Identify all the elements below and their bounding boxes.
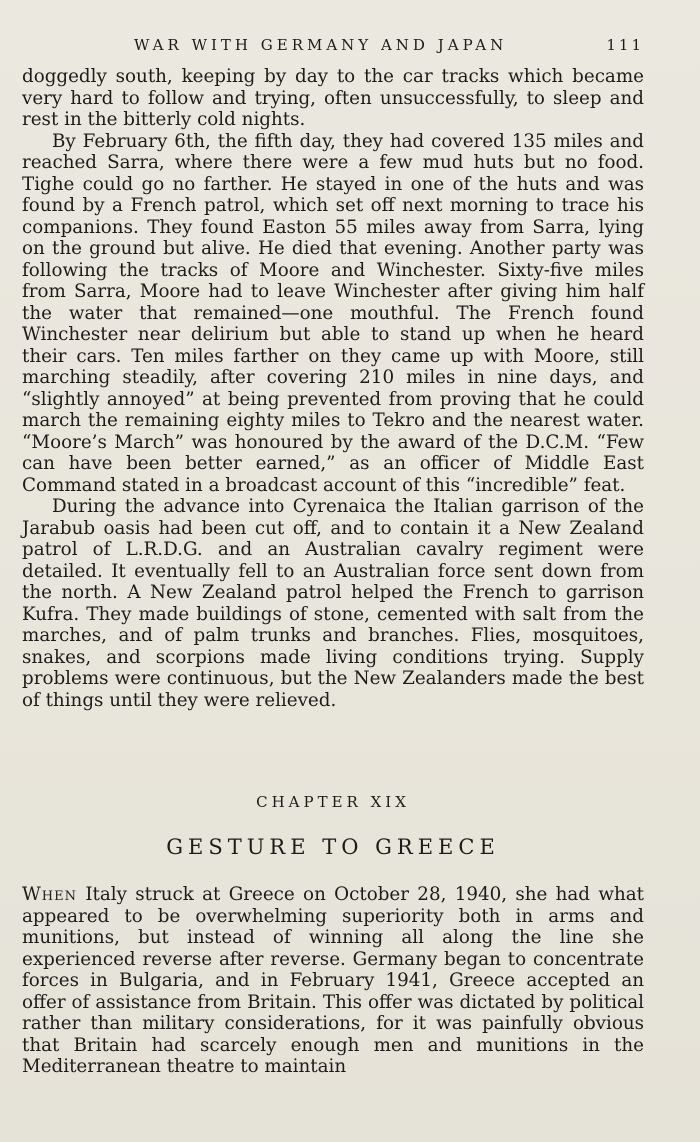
body-text — [22, 66, 644, 711]
chapter-opening-text: Italy struck at Greece on October 28, 1940, she had what appeared to be overwhelming superiority both in arms and munitions, but instead of winning all along the line she experienced reverse after reverse. Germany began to concentrate forces in Bulgaria, and in February 1941, Greece accepted an offer of assistance from Britain. This offer was dictated by political rather than military considerations, for it was painfully obvious that Britain had scarcely enough men and munitions in the Mediterranean theatre to maintain — [22, 884, 644, 1077]
chapter-opening — [22, 884, 644, 1078]
paragraph-february: By February 6th, the fifth day, they had covered 135 miles and reached Sarra, where there were a few mud huts but no food. Tighe could go no farther. He stayed in one of the huts and was found by a French patrol, which set off next morning to trace his companions. They found Easton 55 miles away from Sarra, lying on the ground but alive. He died that evening. Another party was following the tracks of Moore and Winchester. Sixty-five miles from Sarra, Moore had to leave Winchester after giving him half the water that remained—one mouthful. The French found Winchester near delirium but able to stand up when he heard their cars. Ten miles farther on they came up with Moore, still marching steadily, after covering 210 miles in nine days, and “slightly annoyed” at being prevented from proving that he could march the remaining eighty miles to Tekro and the nearest water. “Moore’s March” was honoured by the award of the D.C.M. “Few can have been better earned,” as an officer of Middle East Command stated in a broadcast account of this “incredible” feat. — [22, 130, 644, 496]
chapter-number: CHAPTER XIX — [256, 793, 410, 811]
chapter-title: GESTURE TO GREECE — [166, 835, 500, 859]
paragraph-continued: doggedly south, keeping by day to the car tracks which became very hard to follow and trying, often unsuccessfully, to sleep and rest in the bitterly cold nights. — [22, 66, 644, 130]
running-title: WAR WITH GERMANY AND JAPAN — [134, 36, 508, 54]
paragraph-jarabub: During the advance into Cyrenaica the Italian garrison of the Jarabub oasis had been cut off, and to contain it a New Zealand patrol of L.R.D.G. and an Australian cavalry regiment were detailed. It eventually fell to an Australian force sent down from the north. A New Zealand patrol helped the French to garrison Kufra. They made buildings of stone, cemented with salt from the marches, and of palm trunks and branches. Flies, mosquitoes, snakes, and scorpions made living conditions trying. Supply problems were continuous, but the New Zealanders made the best of things until they were relieved. — [22, 496, 644, 711]
running-head — [22, 36, 644, 66]
page-number: 111 — [606, 36, 644, 54]
paragraph-chapter-opening — [22, 884, 644, 1078]
lead-word: When — [22, 884, 77, 905]
